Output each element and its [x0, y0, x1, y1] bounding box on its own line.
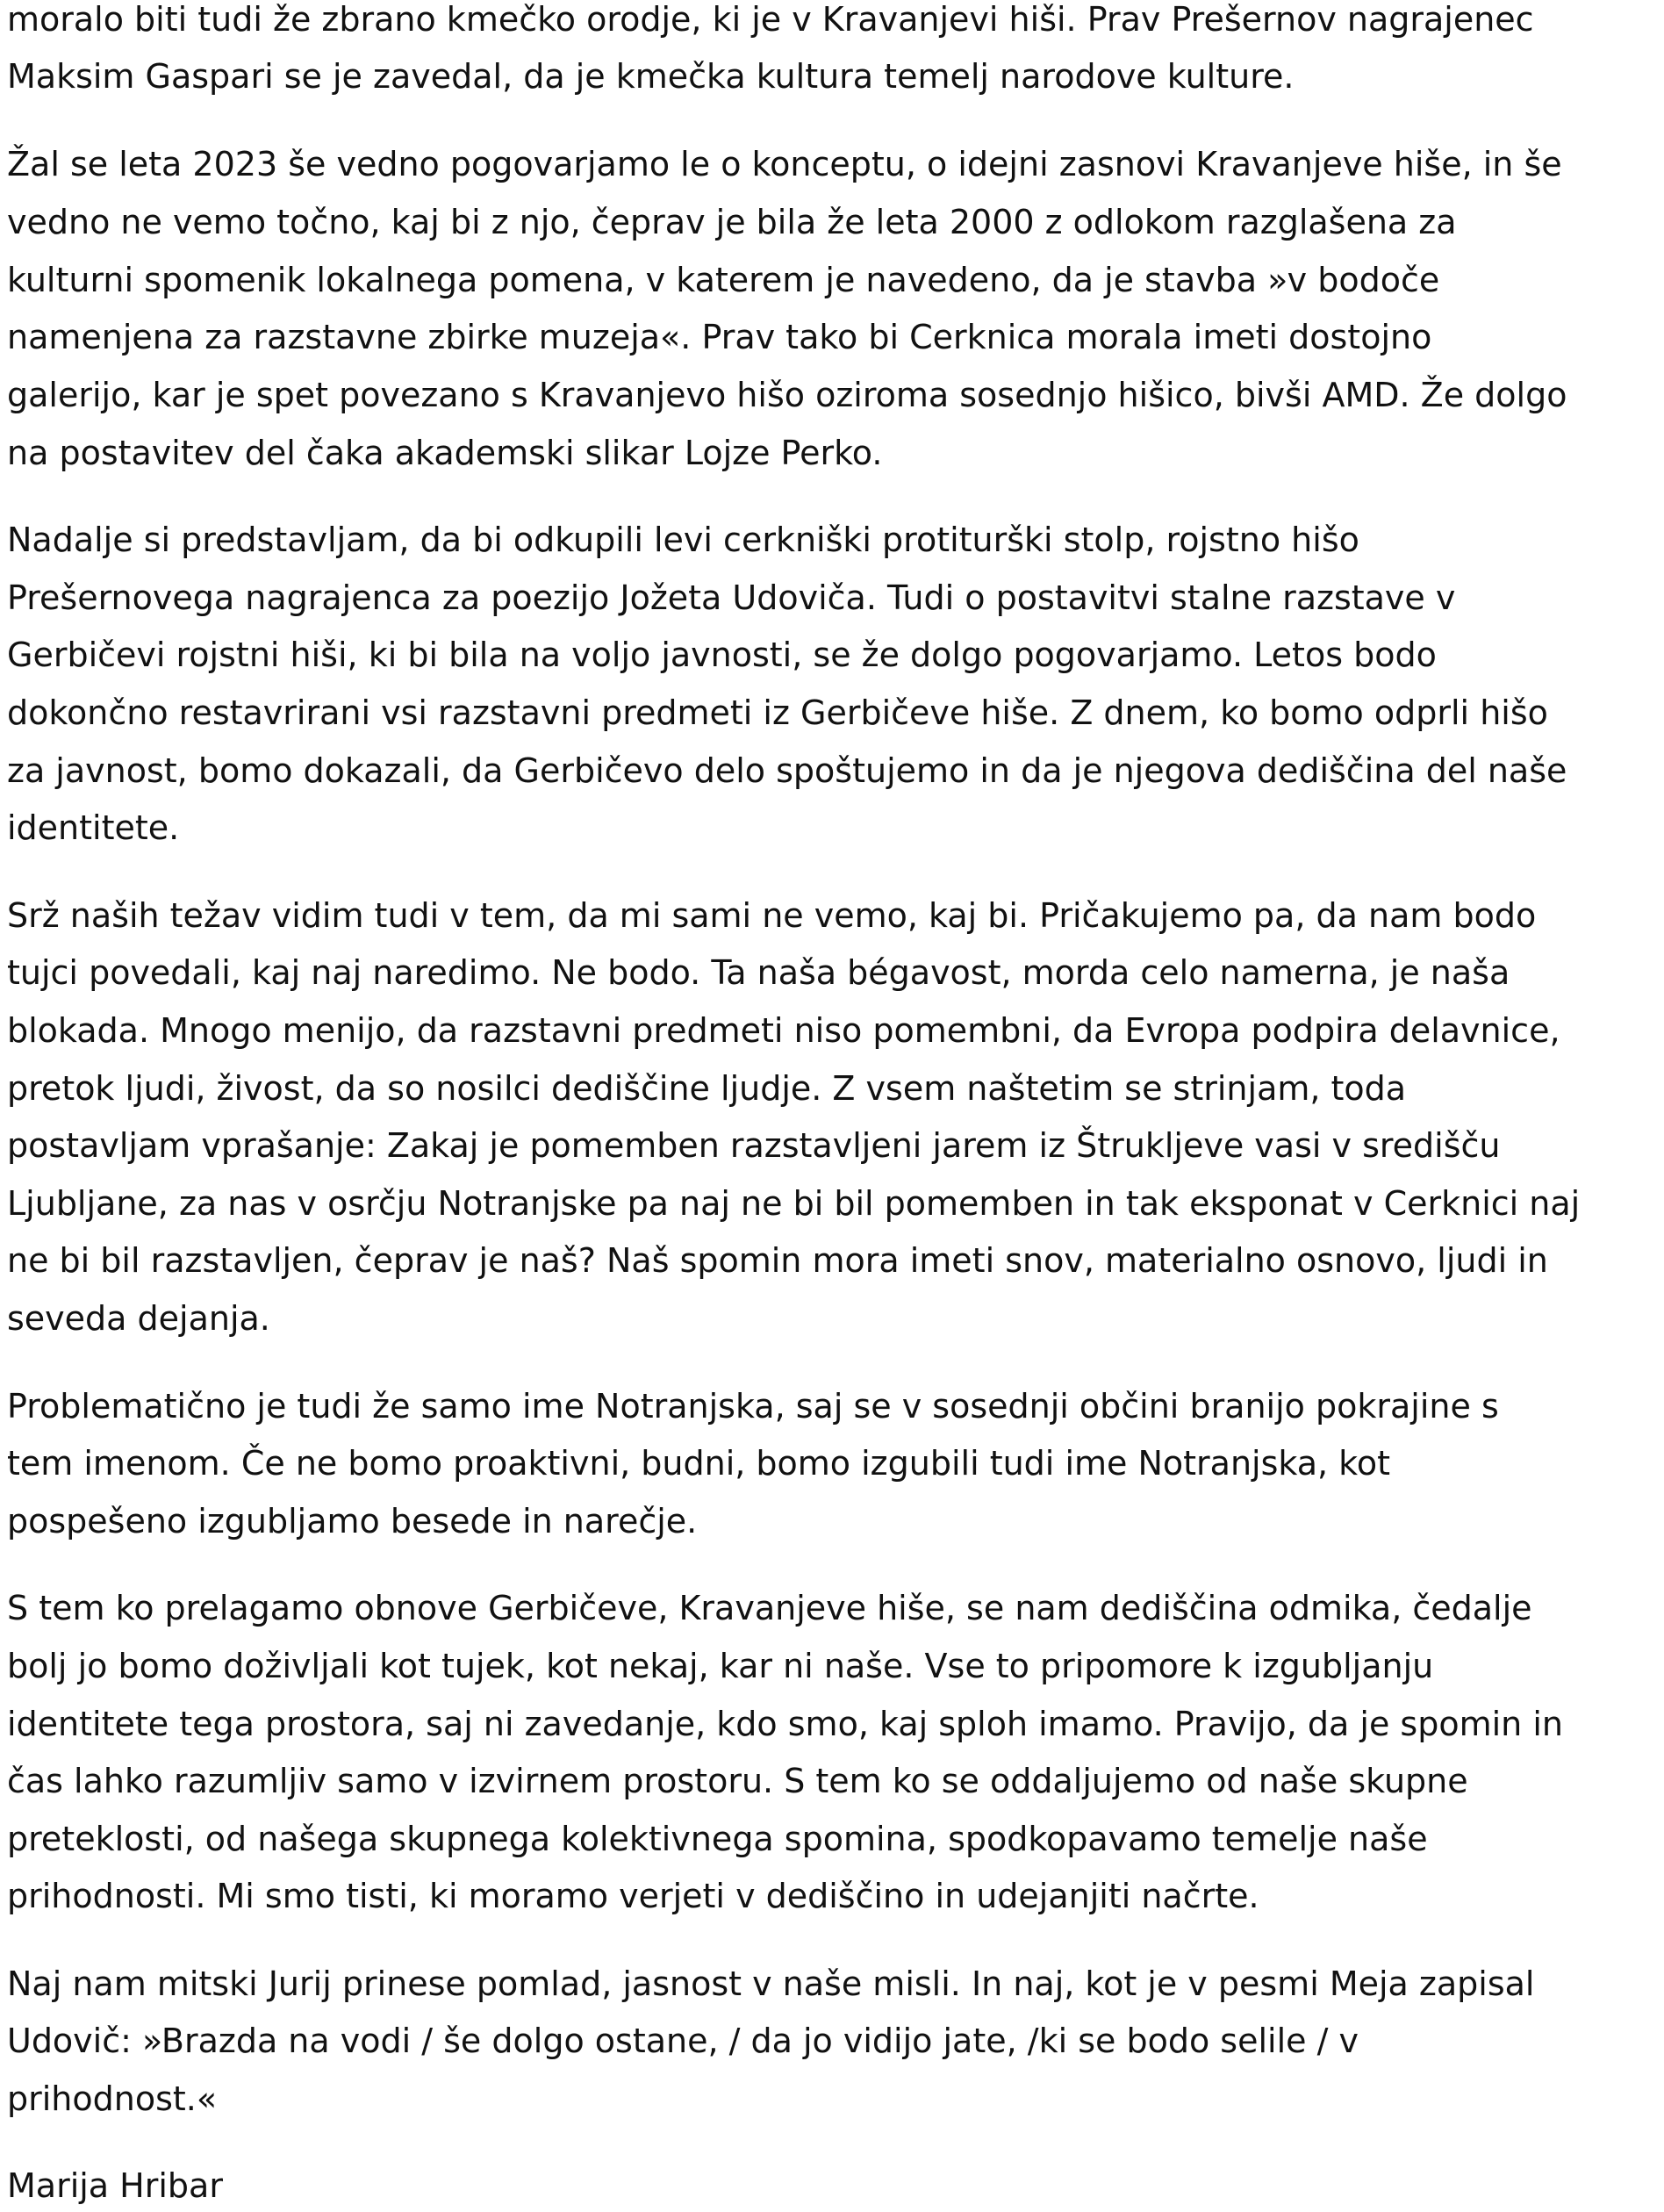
text-line: postavljam vprašanje: Zakaj je pomemben razstavljeni jarem iz Štrukljeve vasi v središču: [7, 1126, 1501, 1165]
text-line: tujci povedali, kaj naj naredimo. Ne bodo. Ta naša bégavost, morda celo namerna, je naša: [7, 953, 1510, 992]
text-line: pospešeno izgubljamo besede in narečje.: [7, 1502, 698, 1540]
text-line: identitete.: [7, 808, 180, 847]
text-line: bolj jo bomo doživljali kot tujek, kot nekaj, kar ni naše. Vse to pripomore k izgubljanju: [7, 1647, 1434, 1685]
text-line: prihodnosti. Mi smo tisti, ki moramo verjeti v dediščino in udejanjiti načrte.: [7, 1877, 1259, 1915]
text-line: Problematično je tudi že samo ime Notranjska, saj se v sosednji občini branijo pokrajine s: [7, 1387, 1499, 1426]
text-line: Nadalje si predstavljam, da bi odkupili levi cerkniški protiturški stolp, rojstno hišo: [7, 521, 1359, 559]
text-line: na postavitev del čaka akademski slikar Lojze Perko.: [7, 434, 883, 472]
text-line: Gerbičevi rojstni hiši, ki bi bila na voljo javnosti, se že dolgo pogovarjamo. Letos bodo: [7, 636, 1437, 674]
text-line: galerijo, kar je spet povezano s Kravanjevo hišo oziroma sosednjo hišico, bivši AMD. Že dolgo: [7, 376, 1567, 414]
text-line: Srž naših težav vidim tudi v tem, da mi sami ne vemo, kaj bi. Pričakujemo pa, da nam bodo: [7, 896, 1537, 935]
text-line: S tem ko prelagamo obnove Gerbičeve, Kravanjeve hiše, se nam dediščina odmika, čedalje: [7, 1589, 1532, 1627]
text-line: identitete tega prostora, saj ni zavedanje, kdo smo, kaj sploh imamo. Pravijo, da je spomin in: [7, 1705, 1563, 1743]
text-line: moralo biti tudi že zbrano kmečko orodje, ki je v Kravanjevi hiši. Prav Prešernov nagrajenec: [7, 0, 1534, 39]
text-line: Naj nam mitski Jurij prinese pomlad, jasnost v naše misli. In naj, kot je v pesmi Meja zapisal: [7, 1964, 1535, 2003]
text-line: prihodnost.«: [7, 2079, 218, 2118]
text-line: Prešernovega nagrajenca za poezijo Jožeta Udoviča. Tudi o postavitvi stalne razstave v: [7, 578, 1456, 617]
text-line: Žal se leta 2023 še vedno pogovarjamo le o konceptu, o idejni zasnovi Kravanjeve hiše, in še: [7, 145, 1562, 183]
text-line: vedno ne vemo točno, kaj bi z njo, čeprav je bila že leta 2000 z odlokom razglašena za: [7, 203, 1457, 241]
text-line: Maksim Gaspari se je zavedal, da je kmečka kultura temelj narodove kulture.: [7, 57, 1295, 96]
text-line: blokada. Mnogo menijo, da razstavni predmeti niso pomembni, da Evropa podpira delavnice,: [7, 1011, 1560, 1050]
text-line: ne bi bil razstavljen, čeprav je naš? Naš spomin mora imeti snov, materialno osnovo, ljudi in: [7, 1241, 1548, 1280]
text-line: čas lahko razumljiv samo v izvirnem prostoru. S tem ko se oddaljujemo od naše skupne: [7, 1762, 1468, 1800]
text-line: Ljubljane, za nas v osrčju Notranjske pa naj ne bi bil pomemben in tak eksponat v Cerknici naj: [7, 1184, 1581, 1223]
text-line: tem imenom. Če ne bomo proaktivni, budni, bomo izgubili tudi ime Notranjska, kot: [7, 1444, 1390, 1483]
text-line: namenjena za razstavne zbirke muzeja«. Prav tako bi Cerknica morala imeti dostojno: [7, 318, 1432, 356]
text-line: pretok ljudi, živost, da so nosilci dediščine ljudje. Z vsem naštetim se strinjam, toda: [7, 1069, 1407, 1108]
text-line: kulturni spomenik lokalnega pomena, v katerem je navedeno, da je stavba »v bodoče: [7, 261, 1440, 299]
text-line: za javnost, bomo dokazali, da Gerbičevo delo spoštujemo in da je njegova dediščina del naše: [7, 751, 1567, 790]
text-line: dokončno restavrirani vsi razstavni predmeti iz Gerbičeve hiše. Z dnem, ko bomo odprli hišo: [7, 693, 1548, 732]
author-signature: Marija Hribar: [7, 2166, 223, 2205]
text-line: Udovič: »Brazda na vodi / še dolgo ostane, / da jo vidijo jate, /ki se bodo selile / v: [7, 2022, 1359, 2060]
text-line: seveda dejanja.: [7, 1299, 270, 1338]
text-line: preteklosti, od našega skupnega kolektivnega spomina, spodkopavamo temelje naše: [7, 1820, 1428, 1858]
